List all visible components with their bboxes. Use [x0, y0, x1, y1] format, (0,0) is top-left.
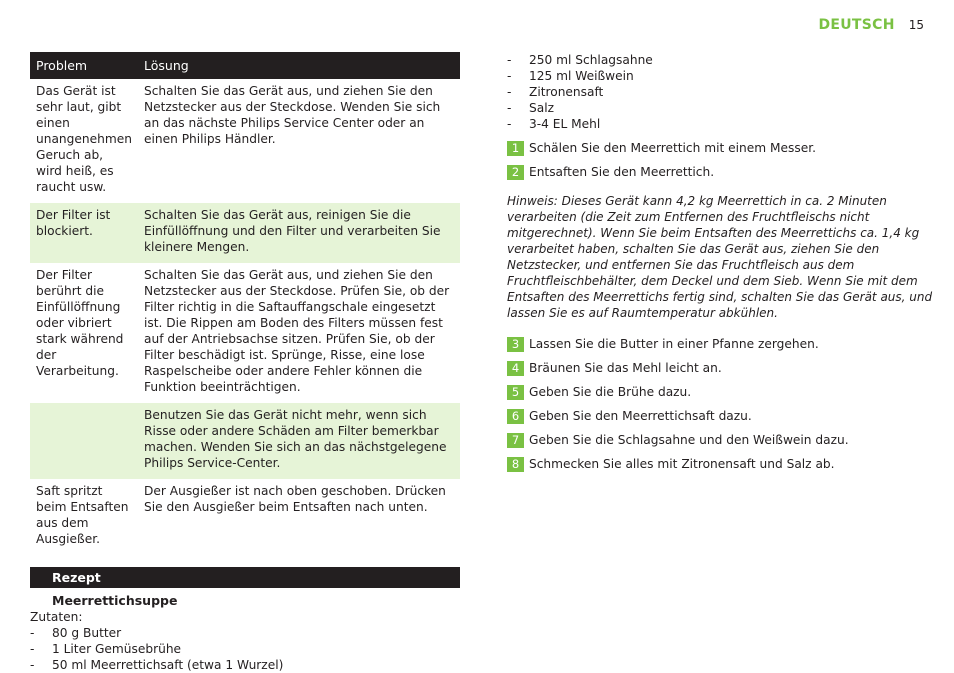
step-text: Bräunen Sie das Mehl leicht an.: [529, 361, 722, 375]
language-label: DEUTSCH: [818, 17, 895, 33]
problem-cell: Das Gerät ist sehr laut, gibt einen unangenehmen Geruch ab, wird heiß, es raucht usw.: [36, 84, 132, 194]
page-header: [818, 17, 924, 33]
header-problem: Problem: [30, 52, 138, 79]
problem-cell: [30, 403, 138, 479]
list-dash: -: [30, 626, 35, 640]
list-dash: -: [507, 53, 512, 67]
step-item: [507, 360, 937, 376]
troubleshooting-table: [30, 52, 460, 555]
table-row: [30, 403, 460, 479]
solution-cell: Schalten Sie das Gerät aus, und ziehen Sie den Netzstecker aus der Steckdose. Wenden Sie sich an das nächste Philips Service Center oder an einen Philips Händler.: [144, 84, 441, 146]
step-item: [507, 456, 937, 472]
ingredient-text: 125 ml Weißwein: [529, 69, 634, 83]
ingredient-text: 1 Liter Gemüsebrühe: [52, 642, 182, 656]
solution-cell: Schalten Sie das Gerät aus, und ziehen Sie den Netzstecker aus der Steckdose. Prüfen Sie, ob der Filter richtig in die Saftauffangschale eingesetzt ist. Die Rippen am Boden des Filters müssen fest auf der Antriebsachse sitzen. Prüfen Sie, ob der Filter beschädigt ist. Sprünge, Risse, eine lose Raspelscheibe oder andere Fehler können die Funktion beeinträchtigen.: [144, 268, 450, 394]
ingredient-text: Zitronensaft: [529, 85, 604, 99]
step-text: Geben Sie die Schlagsahne und den Weißwein dazu.: [529, 433, 849, 447]
step-number-badge: 2: [507, 165, 524, 180]
ingredient-list-right: [507, 52, 937, 132]
header-solution: Lösung: [138, 52, 460, 79]
list-dash: -: [507, 85, 512, 99]
ingredient-text: 3-4 EL Mehl: [529, 117, 601, 131]
step-text: Lassen Sie die Butter in einer Pfanne zergehen.: [529, 337, 819, 351]
step-text: Schälen Sie den Meerrettich mit einem Messer.: [529, 141, 816, 155]
right-column: [507, 52, 937, 480]
steps-group-a: [507, 140, 937, 180]
table-row: [30, 263, 460, 403]
problem-cell: Saft spritzt beim Entsaften aus dem Ausgießer.: [36, 484, 129, 546]
list-dash: -: [30, 642, 35, 656]
page-number: 15: [908, 18, 924, 32]
step-text: Schmecken Sie alles mit Zitronensaft und Salz ab.: [529, 457, 835, 471]
solution-cell: Der Ausgießer ist nach oben geschoben. Drücken Sie den Ausgießer beim Entsaften nach unten.: [144, 484, 446, 514]
step-number-badge: 6: [507, 409, 524, 424]
note-text: Hinweis: Dieses Gerät kann 4,2 kg Meerrettich in ca. 2 Minuten verarbeiten (die Zeit zum Entfernen des Fruchtfleischs nicht mitgerechnet). Wenn Sie beim Entsaften des Meerrettichs ca. 1,4 kg verarbeitet haben, schalten Sie das Gerät aus, ziehen Sie den Netzstecker, und entfernen Sie das Fruchtfleisch aus dem Fruchtfleischbehälter, dem Deckel und dem Sieb. Wenn Sie mit dem Entsaften des Meerrettichs fertig sind, schalten Sie das Gerät aus, und lassen Sie es auf Raumtemperatur abkühlen.: [507, 194, 933, 320]
recipe-section-bar: Rezept: [30, 567, 460, 588]
ingredient-item: [507, 116, 937, 132]
solution-cell: Benutzen Sie das Gerät nicht mehr, wenn sich Risse oder andere Schäden am Filter bemerkbar machen. Wenden Sie sich an das nächstgelegene Philips Service-Center.: [138, 403, 460, 479]
ingredient-item: [507, 100, 937, 116]
step-item: [507, 432, 937, 448]
step-item: [507, 336, 937, 352]
ingredient-text: 50 ml Meerrettichsaft (etwa 1 Wurzel): [52, 658, 284, 672]
left-column: [30, 52, 460, 673]
ingredient-item: [30, 657, 460, 673]
problem-cell: Der Filter berührt die Einfüllöffnung oder vibriert stark während der Verarbeitung.: [36, 268, 124, 378]
table-header-row: [30, 52, 460, 79]
step-number-badge: 8: [507, 457, 524, 472]
table-row: [30, 479, 460, 555]
step-number-badge: 4: [507, 361, 524, 376]
step-number-badge: 3: [507, 337, 524, 352]
ingredient-text: 80 g Butter: [52, 626, 122, 640]
step-item: [507, 140, 937, 156]
ingredients-label: Zutaten:: [30, 610, 83, 624]
ingredient-item: [30, 641, 460, 657]
table-row: [30, 79, 460, 203]
table-row: [30, 203, 460, 263]
step-number-badge: 1: [507, 141, 524, 156]
steps-group-b: [507, 336, 937, 472]
list-dash: -: [30, 658, 35, 672]
list-dash: -: [507, 117, 512, 131]
ingredient-list-left: [30, 625, 460, 673]
problem-cell: Der Filter ist blockiert.: [30, 203, 138, 263]
ingredient-text: Salz: [529, 101, 554, 115]
step-number-badge: 7: [507, 433, 524, 448]
step-text: Entsaften Sie den Meerrettich.: [529, 165, 715, 179]
ingredient-item: [507, 52, 937, 68]
step-item: [507, 164, 937, 180]
ingredient-item: [507, 84, 937, 100]
step-text: Geben Sie den Meerrettichsaft dazu.: [529, 409, 752, 423]
list-dash: -: [507, 69, 512, 83]
list-dash: -: [507, 101, 512, 115]
ingredient-item: [30, 625, 460, 641]
ingredient-text: 250 ml Schlagsahne: [529, 53, 653, 67]
step-item: [507, 408, 937, 424]
step-number-badge: 5: [507, 385, 524, 400]
recipe-title: Meerrettichsuppe: [52, 593, 178, 608]
step-item: [507, 384, 937, 400]
solution-cell: Schalten Sie das Gerät aus, reinigen Sie die Einfüllöffnung und den Filter und verarbeiten Sie kleinere Mengen.: [138, 203, 460, 263]
table-body: [30, 79, 460, 555]
ingredient-item: [507, 68, 937, 84]
step-text: Geben Sie die Brühe dazu.: [529, 385, 692, 399]
